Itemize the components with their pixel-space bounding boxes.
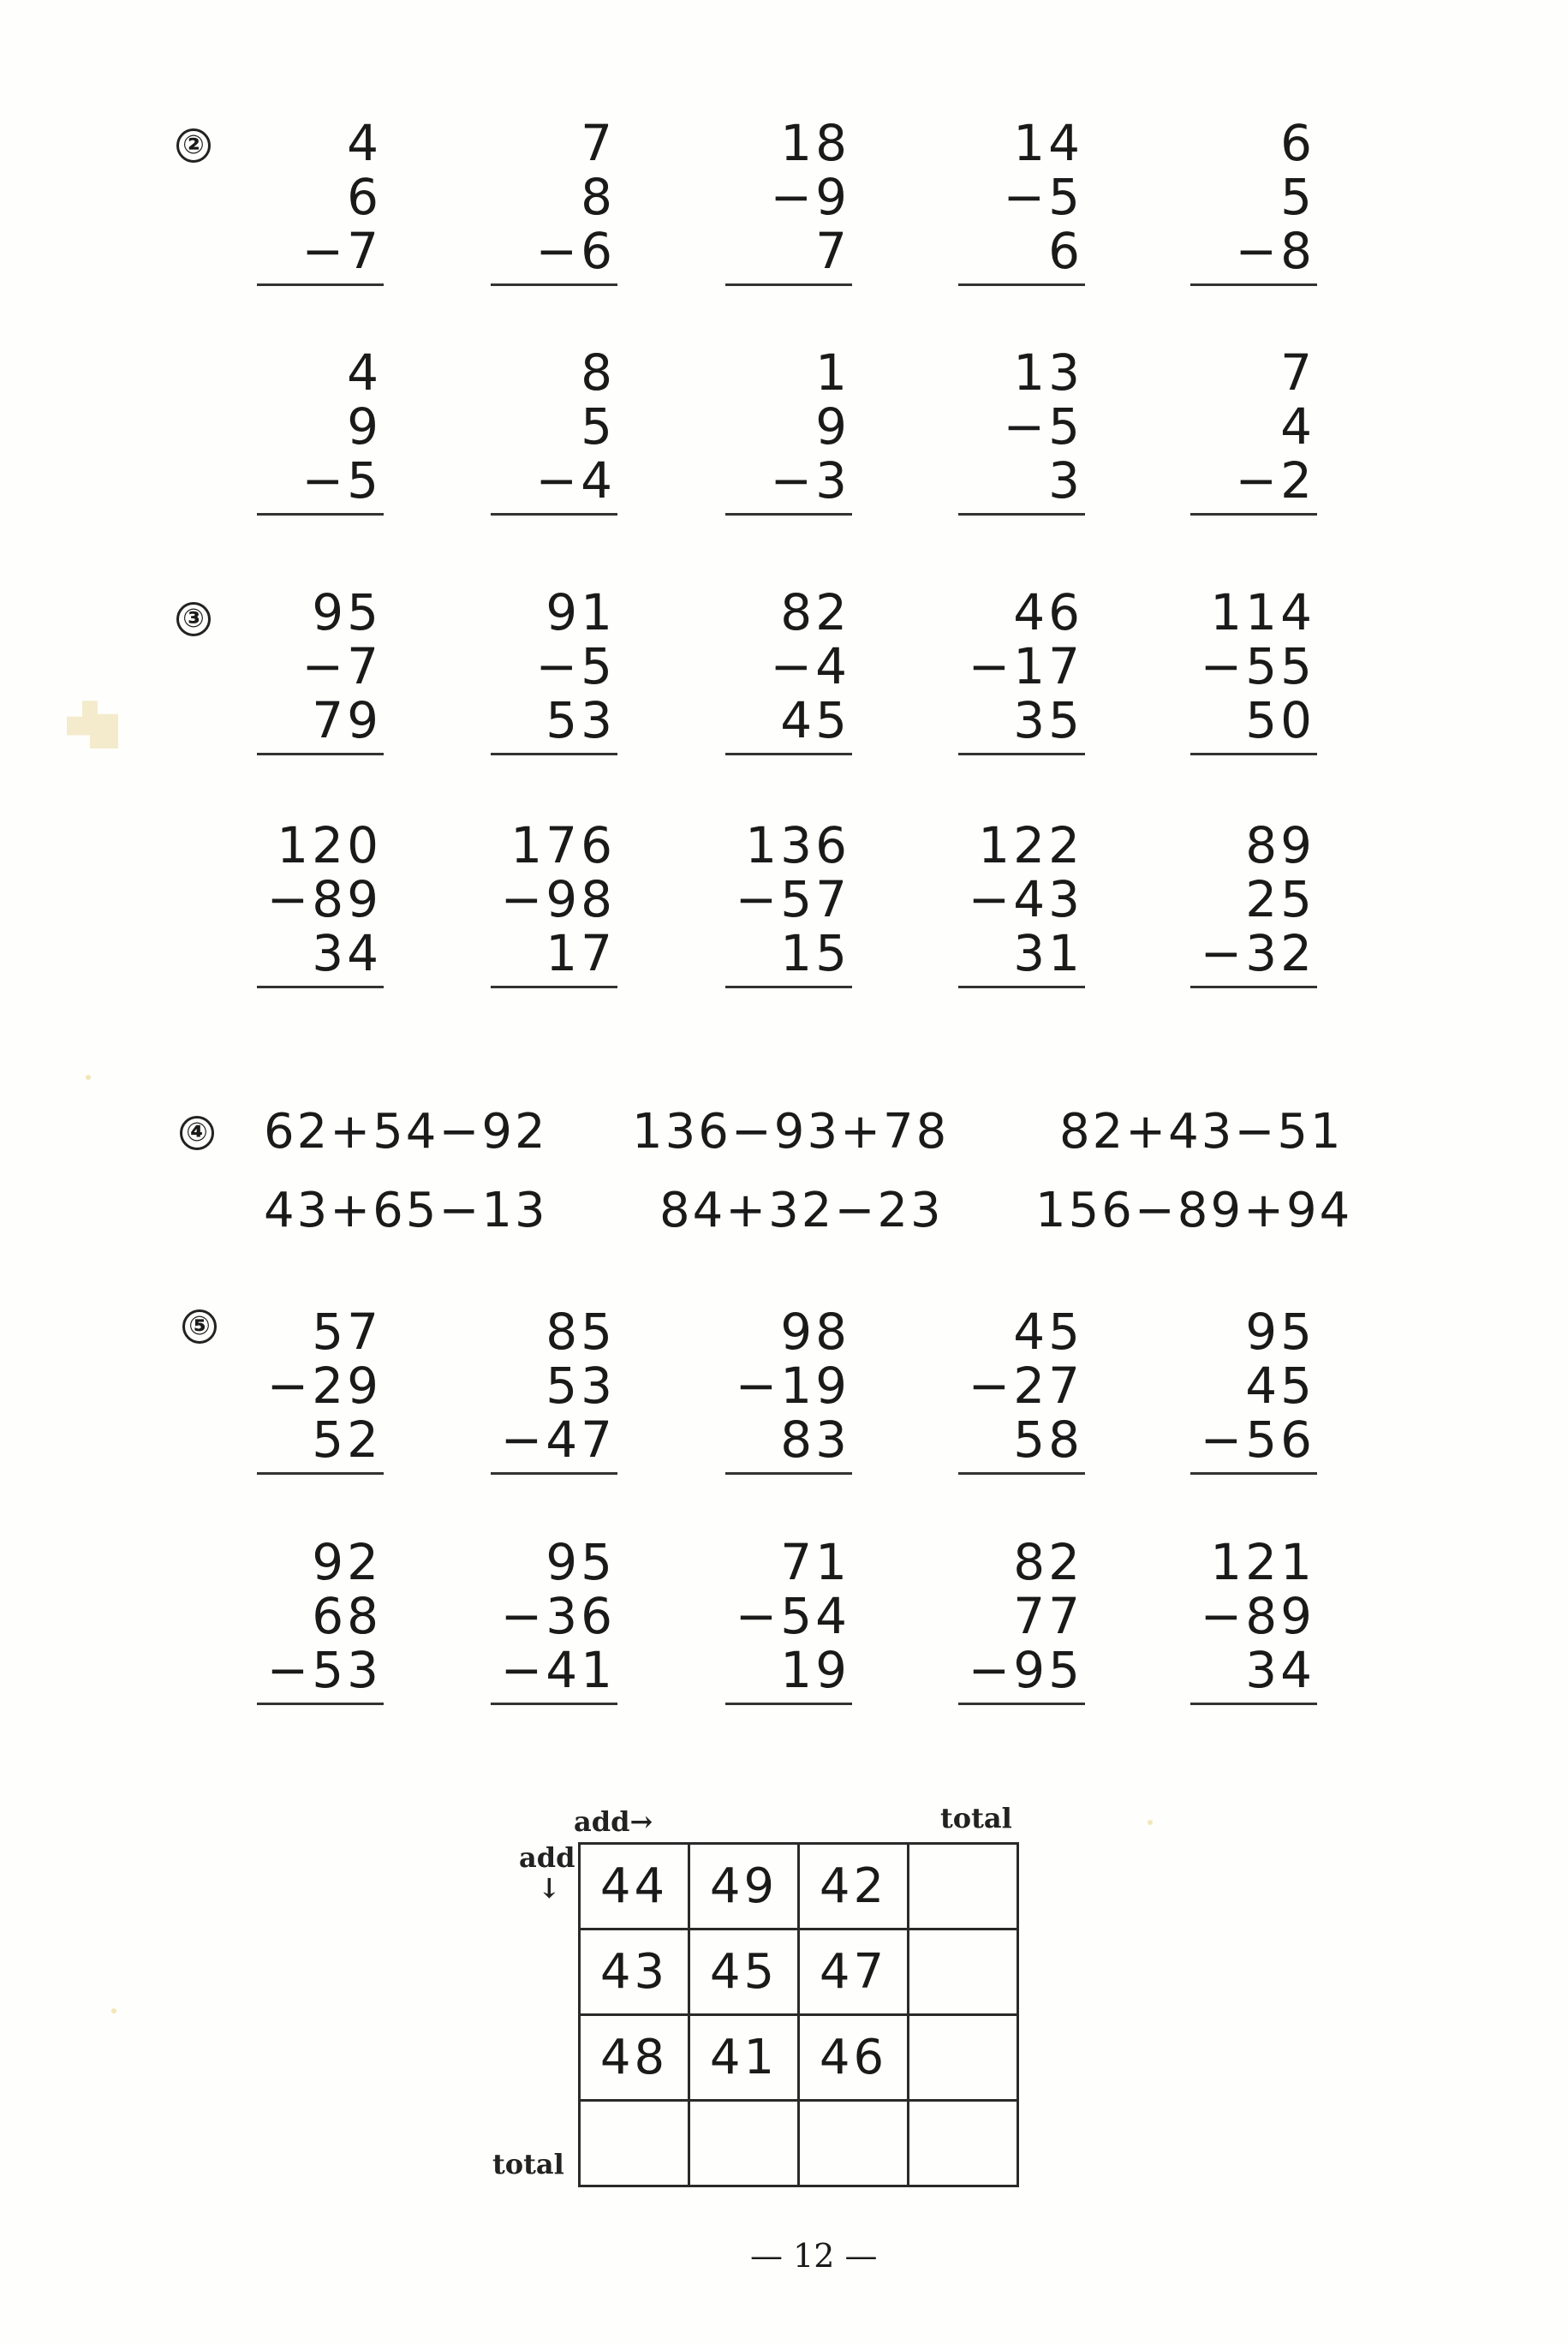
answer-line bbox=[257, 986, 384, 988]
vertical-problem bbox=[257, 1305, 384, 1475]
operand: 79 bbox=[312, 691, 382, 749]
grid-cell: 41 bbox=[689, 2015, 799, 2101]
operand: 8 bbox=[581, 343, 616, 402]
expression: 82+43−51 bbox=[1059, 1104, 1344, 1160]
section-marker-5: ⑤ bbox=[182, 1309, 217, 1344]
grid-label-total-bottom: total bbox=[492, 2148, 564, 2180]
vertical-problem bbox=[1190, 116, 1317, 286]
answer-line bbox=[958, 513, 1085, 516]
grid-cell: 48 bbox=[580, 2015, 689, 2101]
down-arrow-icon: ↓ bbox=[538, 1872, 561, 1905]
operand: 34 bbox=[1245, 1641, 1315, 1699]
vertical-problem bbox=[257, 343, 384, 516]
answer-line bbox=[1190, 986, 1317, 988]
operand: −57 bbox=[735, 870, 850, 928]
operand: −19 bbox=[735, 1357, 850, 1415]
vertical-problem bbox=[958, 816, 1085, 988]
vertical-problem bbox=[491, 1305, 617, 1475]
operand: 7 bbox=[1280, 343, 1315, 402]
operand: 9 bbox=[347, 397, 382, 456]
operand: 53 bbox=[546, 1357, 616, 1415]
operand: −98 bbox=[500, 870, 616, 928]
answer-line bbox=[491, 513, 617, 516]
grid-answer-cell[interactable] bbox=[909, 1929, 1018, 2015]
vertical-problem bbox=[958, 583, 1085, 755]
operand: −54 bbox=[735, 1587, 850, 1645]
operand: 15 bbox=[780, 924, 850, 982]
grid-answer-cell[interactable] bbox=[909, 2101, 1018, 2186]
operand: 122 bbox=[978, 816, 1083, 874]
answer-line bbox=[1190, 753, 1317, 755]
grid-answer-cell[interactable] bbox=[799, 2101, 909, 2186]
answer-line bbox=[958, 283, 1085, 286]
operand: 114 bbox=[1210, 583, 1315, 641]
answer-line bbox=[257, 283, 384, 286]
operand: −32 bbox=[1200, 924, 1315, 982]
operand: 58 bbox=[1013, 1411, 1083, 1469]
operand: 45 bbox=[1013, 1303, 1083, 1361]
section-marker-3: ③ bbox=[176, 602, 211, 636]
operand: 77 bbox=[1013, 1587, 1083, 1645]
grid-cell: 49 bbox=[689, 1844, 799, 1929]
answer-line bbox=[725, 1472, 852, 1475]
answer-line bbox=[257, 513, 384, 516]
operand: −89 bbox=[266, 870, 382, 928]
operand: 92 bbox=[312, 1533, 382, 1591]
operand: 57 bbox=[312, 1303, 382, 1361]
answer-line bbox=[958, 1703, 1085, 1705]
vertical-problem bbox=[725, 816, 852, 988]
operand: 121 bbox=[1210, 1533, 1315, 1591]
answer-line bbox=[257, 1472, 384, 1475]
operand: 4 bbox=[347, 114, 382, 172]
grid-cell: 43 bbox=[580, 1929, 689, 2015]
operand: −43 bbox=[968, 870, 1083, 928]
expression: 62+54−92 bbox=[264, 1104, 548, 1160]
operand: −56 bbox=[1200, 1411, 1315, 1469]
grid-cell: 45 bbox=[689, 1929, 799, 2015]
operand: 34 bbox=[312, 924, 382, 982]
expression: 84+32−23 bbox=[659, 1183, 944, 1238]
answer-line bbox=[491, 753, 617, 755]
operand: 71 bbox=[780, 1533, 850, 1591]
grid-cell: 44 bbox=[580, 1844, 689, 1929]
operand: 95 bbox=[1245, 1303, 1315, 1361]
operand: 52 bbox=[312, 1411, 382, 1469]
section-marker-2: ② bbox=[176, 128, 211, 163]
operand: −95 bbox=[968, 1641, 1083, 1699]
operand: 4 bbox=[1280, 397, 1315, 456]
section-marker-4: ④ bbox=[180, 1116, 214, 1150]
operand: 98 bbox=[780, 1303, 850, 1361]
vertical-problem bbox=[1190, 583, 1317, 755]
operand: 17 bbox=[546, 924, 616, 982]
operand: 91 bbox=[546, 583, 616, 641]
expression: 156−89+94 bbox=[1035, 1183, 1353, 1238]
operand: −53 bbox=[266, 1641, 382, 1699]
answer-line bbox=[1190, 1703, 1317, 1705]
grid-label-add-right: add→ bbox=[574, 1805, 653, 1838]
vertical-problem bbox=[491, 1533, 617, 1705]
vertical-problem bbox=[1190, 1533, 1317, 1705]
answer-line bbox=[257, 1703, 384, 1705]
answer-line bbox=[1190, 513, 1317, 516]
operand: −4 bbox=[535, 451, 616, 510]
vertical-problem bbox=[257, 583, 384, 755]
operand: 8 bbox=[581, 168, 616, 226]
operand: −5 bbox=[535, 637, 616, 695]
answer-line bbox=[491, 283, 617, 286]
operand: 35 bbox=[1013, 691, 1083, 749]
paper-fleck bbox=[1148, 1820, 1153, 1825]
answer-line bbox=[1190, 283, 1317, 286]
vertical-problem bbox=[725, 116, 852, 286]
answer-line bbox=[491, 1472, 617, 1475]
operand: −5 bbox=[1003, 168, 1083, 226]
vertical-problem bbox=[491, 583, 617, 755]
operand: 14 bbox=[1013, 114, 1083, 172]
vertical-problem bbox=[491, 343, 617, 516]
vertical-problem bbox=[958, 343, 1085, 516]
operand: 6 bbox=[347, 168, 382, 226]
vertical-problem bbox=[257, 1533, 384, 1705]
grid-row bbox=[580, 2101, 1018, 2186]
grid-cell: 42 bbox=[799, 1844, 909, 1929]
operand: −47 bbox=[500, 1411, 616, 1469]
answer-line bbox=[958, 986, 1085, 988]
page-number: — 12 — bbox=[750, 2237, 878, 2275]
operand: −6 bbox=[535, 222, 616, 280]
grid-answer-cell[interactable] bbox=[689, 2101, 799, 2186]
operand: 68 bbox=[312, 1587, 382, 1645]
vertical-problem bbox=[1190, 1305, 1317, 1475]
vertical-problem bbox=[958, 1533, 1085, 1705]
grid-cell: 47 bbox=[799, 1929, 909, 2015]
operand: −29 bbox=[266, 1357, 382, 1415]
operand: −3 bbox=[770, 451, 850, 510]
operand: 9 bbox=[815, 397, 850, 456]
grid-label-total-top: total bbox=[940, 1802, 1012, 1834]
vertical-problem bbox=[1190, 816, 1317, 988]
grid-answer-cell[interactable] bbox=[909, 2015, 1018, 2101]
answer-line bbox=[491, 1703, 617, 1705]
operand: 120 bbox=[277, 816, 382, 874]
operand: 7 bbox=[581, 114, 616, 172]
operand: −55 bbox=[1200, 637, 1315, 695]
answer-line bbox=[491, 986, 617, 988]
answer-line bbox=[1190, 1472, 1317, 1475]
operand: −41 bbox=[500, 1641, 616, 1699]
operand: 95 bbox=[546, 1533, 616, 1591]
operand: 82 bbox=[780, 583, 850, 641]
operand: 4 bbox=[347, 343, 382, 402]
operand: −5 bbox=[301, 451, 382, 510]
operand: 18 bbox=[780, 114, 850, 172]
operand: 95 bbox=[312, 583, 382, 641]
operand: 46 bbox=[1013, 583, 1083, 641]
operand: 6 bbox=[1280, 114, 1315, 172]
operand: −4 bbox=[770, 637, 850, 695]
vertical-problem bbox=[725, 583, 852, 755]
vertical-problem bbox=[725, 1305, 852, 1475]
vertical-problem bbox=[491, 116, 617, 286]
operand: −27 bbox=[968, 1357, 1083, 1415]
operand: 19 bbox=[780, 1641, 850, 1699]
operand: 45 bbox=[1245, 1357, 1315, 1415]
grid-answer-cell[interactable] bbox=[580, 2101, 689, 2186]
operand: −7 bbox=[301, 222, 382, 280]
operand: 53 bbox=[546, 691, 616, 749]
operand: −2 bbox=[1235, 451, 1315, 510]
operand: 45 bbox=[780, 691, 850, 749]
paper-stain bbox=[67, 695, 118, 749]
operand: 1 bbox=[815, 343, 850, 402]
operand: 13 bbox=[1013, 343, 1083, 402]
operand: −17 bbox=[968, 637, 1083, 695]
operand: 50 bbox=[1245, 691, 1315, 749]
operand: 176 bbox=[510, 816, 616, 874]
vertical-problem bbox=[257, 816, 384, 988]
grid-cell: 46 bbox=[799, 2015, 909, 2101]
operand: 136 bbox=[745, 816, 850, 874]
answer-line bbox=[725, 513, 852, 516]
expression: 43+65−13 bbox=[264, 1183, 548, 1238]
addition-grid bbox=[578, 1842, 1019, 2187]
operand: 31 bbox=[1013, 924, 1083, 982]
vertical-problem bbox=[725, 343, 852, 516]
operand: 3 bbox=[1048, 451, 1083, 510]
operand: −89 bbox=[1200, 1587, 1315, 1645]
operand: 83 bbox=[780, 1411, 850, 1469]
operand: 25 bbox=[1245, 870, 1315, 928]
paper-fleck bbox=[111, 2008, 116, 2013]
paper-fleck bbox=[86, 1075, 91, 1080]
operand: 7 bbox=[815, 222, 850, 280]
answer-line bbox=[725, 1703, 852, 1705]
operand: 6 bbox=[1048, 222, 1083, 280]
answer-line bbox=[958, 1472, 1085, 1475]
operand: −5 bbox=[1003, 397, 1083, 456]
grid-row bbox=[580, 1844, 1018, 1929]
vertical-problem bbox=[958, 116, 1085, 286]
operand: 89 bbox=[1245, 816, 1315, 874]
vertical-problem bbox=[257, 116, 384, 286]
answer-line bbox=[725, 753, 852, 755]
operand: −36 bbox=[500, 1587, 616, 1645]
answer-line bbox=[958, 753, 1085, 755]
operand: 85 bbox=[546, 1303, 616, 1361]
operand: 5 bbox=[1280, 168, 1315, 226]
operand: 5 bbox=[581, 397, 616, 456]
grid-row bbox=[580, 2015, 1018, 2101]
grid-label-add-down: add bbox=[519, 1841, 575, 1874]
answer-line bbox=[257, 753, 384, 755]
answer-line bbox=[725, 283, 852, 286]
vertical-problem bbox=[958, 1305, 1085, 1475]
expression: 136−93+78 bbox=[632, 1104, 950, 1160]
grid-row bbox=[580, 1929, 1018, 2015]
operand: −7 bbox=[301, 637, 382, 695]
vertical-problem bbox=[725, 1533, 852, 1705]
vertical-problem bbox=[491, 816, 617, 988]
grid-answer-cell[interactable] bbox=[909, 1844, 1018, 1929]
operand: −9 bbox=[770, 168, 850, 226]
vertical-problem bbox=[1190, 343, 1317, 516]
operand: 82 bbox=[1013, 1533, 1083, 1591]
answer-line bbox=[725, 986, 852, 988]
operand: −8 bbox=[1235, 222, 1315, 280]
